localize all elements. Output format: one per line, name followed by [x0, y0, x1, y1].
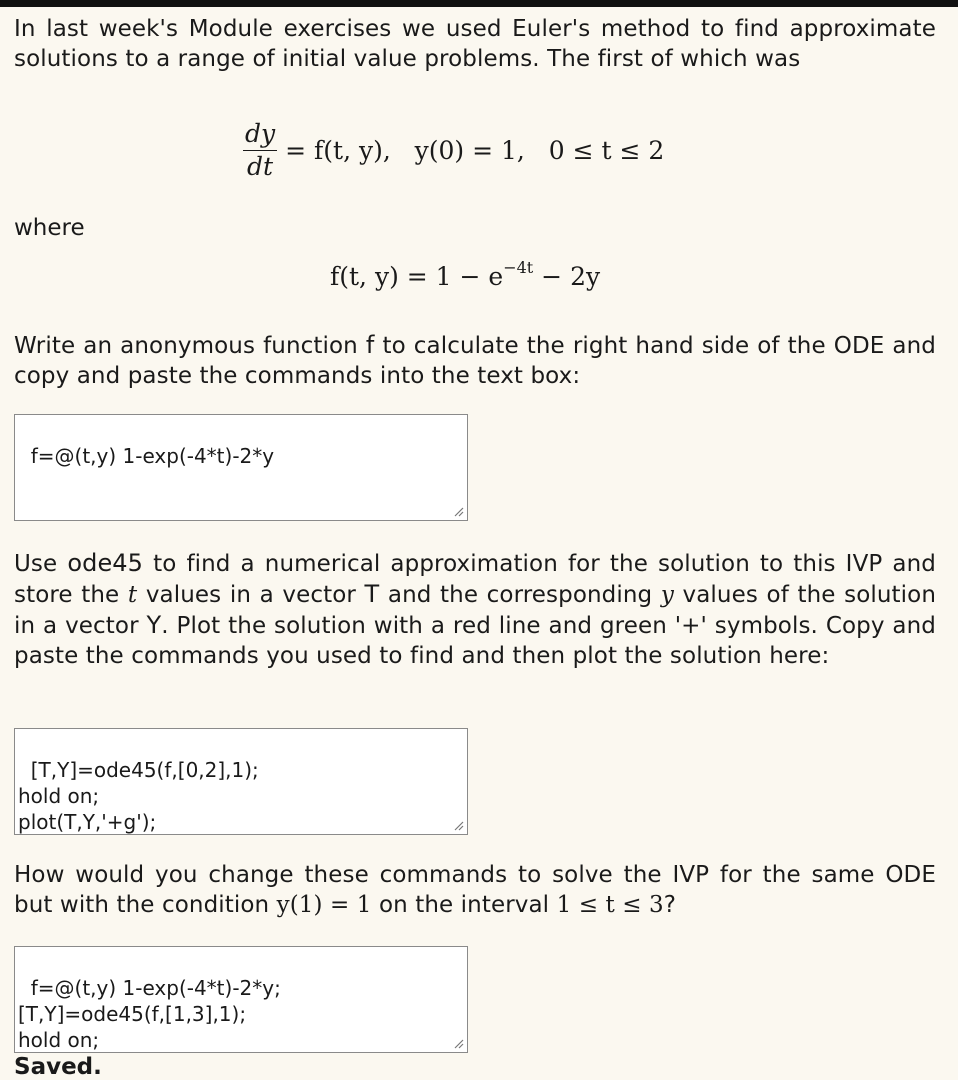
question-content — [14, 14, 936, 74]
function-lhs: f(t, y) = 1 − e — [330, 262, 504, 291]
intro-paragraph: In last week's Module exercises we used Euler's method to find approximate solutions to a range of initial value problems. The first of which was — [14, 16, 936, 72]
q1-text-after: to calculate the right hand side of the ODE and copy and paste the commands into the text box: — [14, 333, 936, 389]
resize-grip-icon[interactable] — [452, 1037, 464, 1049]
q1-code-f: f — [365, 331, 375, 359]
question1-block — [14, 330, 936, 391]
q3-text-2: on the interval — [371, 892, 557, 918]
q2-text-3: values in a vector — [137, 582, 365, 608]
question2-text — [14, 548, 936, 671]
resize-grip-icon[interactable] — [452, 819, 464, 831]
answer2-value: [T,Y]=ode45(f,[0,2],1); hold on; plot(T,Y,'+g'); — [18, 758, 259, 834]
question2-block — [14, 548, 936, 671]
where-label: where — [14, 215, 85, 241]
answer2-textarea[interactable] — [14, 728, 468, 835]
fraction-denominator: dt — [247, 151, 274, 181]
q2-text-2: to find a numerical approximation for the solution to this IVP and store the — [14, 551, 936, 608]
function-exponent: −4t — [503, 258, 534, 277]
q3-condition: y(1) = 1 — [276, 892, 372, 918]
q2-math-t: t — [127, 582, 138, 608]
q2-math-y: y — [660, 582, 674, 608]
ode-equation — [243, 105, 664, 195]
q2-code-ode45: ode45 — [67, 549, 144, 577]
ode-rhs: = f(t, y), y(0) = 1, 0 ≤ t ≤ 2 — [285, 135, 665, 165]
answer3-textarea[interactable] — [14, 946, 468, 1053]
derivative-fraction — [243, 120, 277, 181]
q3-interval: 1 ≤ t ≤ 3 — [556, 892, 664, 918]
question1-text — [14, 330, 936, 391]
answer1-textarea[interactable] — [14, 414, 468, 521]
fraction-numerator: dy — [243, 120, 277, 151]
top-bar — [0, 0, 958, 7]
q1-text-before: Write an anonymous function — [14, 333, 366, 359]
answer1-value: f=@(t,y) 1-exp(-4*t)-2*y — [30, 444, 275, 468]
q2-text-5: values of the solution in a vector — [14, 582, 936, 639]
function-tail: − 2y — [533, 262, 601, 291]
question3-text — [14, 860, 936, 920]
resize-grip-icon[interactable] — [452, 505, 464, 517]
q3-text-3: ? — [663, 892, 677, 918]
saved-status: Saved. — [14, 1054, 102, 1080]
q2-text-1: Use — [14, 551, 68, 577]
q2-code-T: T — [364, 580, 380, 608]
q2-text-6: . Plot the solution with a red line and green '+' symbols. Copy and paste the commands you used to find and then plot the solution here: — [14, 613, 936, 669]
answer3-value: f=@(t,y) 1-exp(-4*t)-2*y; [T,Y]=ode45(f,[1,3],1); hold on; — [18, 976, 281, 1052]
q2-code-Y: Y — [146, 611, 162, 639]
q3-text-1: How would you change these commands to solve the IVP for the same ODE but with the condition — [14, 862, 936, 918]
function-equation — [330, 258, 600, 291]
q2-text-4: and the corresponding — [379, 582, 661, 608]
question3-block — [14, 860, 936, 920]
